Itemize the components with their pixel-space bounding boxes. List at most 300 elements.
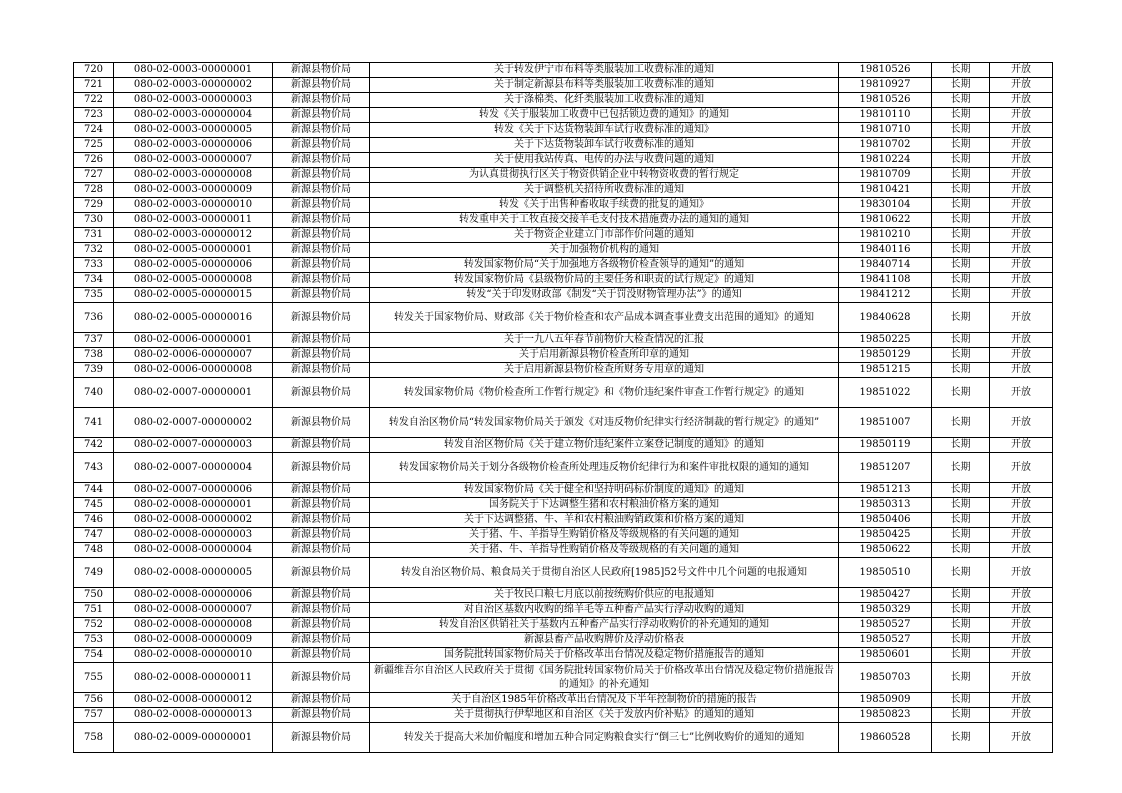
retention-term-cell: 长期 [932,78,990,93]
access-status-cell: 开放 [990,453,1053,483]
document-date-cell: 19850510 [839,558,932,588]
document-title-cell: 转发自治区物价局“转发国家物价局关于颁发《对违反物价纪律实行经济制裁的暂行规定》的通知” [370,408,839,438]
retention-term-cell: 长期 [932,168,990,183]
archive-code-cell: 080-02-0003-00000002 [114,78,273,93]
document-title-cell: 关于启用新源县物价检查所财务专用章的通知 [370,363,839,378]
organization-cell: 新源县物价局 [273,258,370,273]
access-status-cell: 开放 [990,153,1053,168]
table-row [74,558,1053,588]
retention-term-cell: 长期 [932,63,990,78]
retention-term-cell: 长期 [932,93,990,108]
retention-term-cell: 长期 [932,723,990,753]
document-date-cell: 19850622 [839,543,932,558]
table-row [74,603,1053,618]
access-status-cell: 开放 [990,633,1053,648]
retention-term-cell: 长期 [932,258,990,273]
document-title-cell: 为认真贯彻执行区关于物资供销企业中转物资收费的暂行规定 [370,168,839,183]
archive-code-cell: 080-02-0003-00000011 [114,213,273,228]
document-title-cell: 关于调整机关招待所收费标准的通知 [370,183,839,198]
archive-code-cell: 080-02-0003-00000005 [114,123,273,138]
document-date-cell: 19810709 [839,168,932,183]
row-number-cell: 738 [74,348,114,363]
table-row [74,453,1053,483]
table-row [74,513,1053,528]
retention-term-cell: 长期 [932,108,990,123]
access-status-cell: 开放 [990,543,1053,558]
row-number-cell: 755 [74,663,114,693]
retention-term-cell: 长期 [932,288,990,303]
organization-cell: 新源县物价局 [273,723,370,753]
access-status-cell: 开放 [990,588,1053,603]
row-number-cell: 725 [74,138,114,153]
organization-cell: 新源县物价局 [273,63,370,78]
archive-code-cell: 080-02-0008-00000007 [114,603,273,618]
document-title-cell: 关于转发伊宁市布料等类服装加工收费标准的通知 [370,63,839,78]
organization-cell: 新源县物价局 [273,243,370,258]
table-row [74,213,1053,228]
archive-code-cell: 080-02-0008-00000003 [114,528,273,543]
organization-cell: 新源县物价局 [273,618,370,633]
organization-cell: 新源县物价局 [273,438,370,453]
archive-code-cell: 080-02-0007-00000001 [114,378,273,408]
access-status-cell: 开放 [990,93,1053,108]
retention-term-cell: 长期 [932,708,990,723]
archive-code-cell: 080-02-0008-00000011 [114,663,273,693]
organization-cell: 新源县物价局 [273,408,370,438]
document-title-cell: 转发《关于下达货物装卸车试行收费标准的通知》 [370,123,839,138]
table-row [74,78,1053,93]
organization-cell: 新源县物价局 [273,348,370,363]
table-row [74,378,1053,408]
archive-code-cell: 080-02-0005-00000016 [114,303,273,333]
retention-term-cell: 长期 [932,138,990,153]
document-title-cell: 转发国家物价局《物价检查所工作暂行规定》和《物价违纪案件审查工作暂行规定》的通知 [370,378,839,408]
table-row [74,198,1053,213]
retention-term-cell: 长期 [932,378,990,408]
organization-cell: 新源县物价局 [273,333,370,348]
archive-code-cell: 080-02-0003-00000003 [114,93,273,108]
archive-code-cell: 080-02-0006-00000008 [114,363,273,378]
document-title-cell: 转发国家物价局《关于健全和坚持明码标价制度的通知》的通知 [370,483,839,498]
table-row [74,708,1053,723]
row-number-cell: 745 [74,498,114,513]
retention-term-cell: 长期 [932,243,990,258]
archive-code-cell: 080-02-0006-00000001 [114,333,273,348]
table-row [74,723,1053,753]
table-row [74,648,1053,663]
organization-cell: 新源县物价局 [273,588,370,603]
access-status-cell: 开放 [990,648,1053,663]
table-row [74,153,1053,168]
row-number-cell: 744 [74,483,114,498]
archive-code-cell: 080-02-0006-00000007 [114,348,273,363]
organization-cell: 新源县物价局 [273,708,370,723]
retention-term-cell: 长期 [932,183,990,198]
access-status-cell: 开放 [990,378,1053,408]
row-number-cell: 747 [74,528,114,543]
retention-term-cell: 长期 [932,663,990,693]
table-row [74,273,1053,288]
table-row [74,138,1053,153]
archive-code-cell: 080-02-0003-00000004 [114,108,273,123]
row-number-cell: 734 [74,273,114,288]
retention-term-cell: 长期 [932,483,990,498]
document-title-cell: 新源县畜产品收购牌价及浮动价格表 [370,633,839,648]
document-date-cell: 19841108 [839,273,932,288]
archive-code-cell: 080-02-0003-00000010 [114,198,273,213]
access-status-cell: 开放 [990,528,1053,543]
document-title-cell: 关于牧民口粮七月底以前按统购价供应的电报通知 [370,588,839,603]
retention-term-cell: 长期 [932,333,990,348]
organization-cell: 新源县物价局 [273,183,370,198]
archive-code-cell: 080-02-0003-00000006 [114,138,273,153]
document-date-cell: 19810702 [839,138,932,153]
document-date-cell: 19810622 [839,213,932,228]
access-status-cell: 开放 [990,213,1053,228]
access-status-cell: 开放 [990,498,1053,513]
access-status-cell: 开放 [990,663,1053,693]
document-title-cell: 转发国家物价局“关于加强地方各级物价检查领导的通知”的通知 [370,258,839,273]
document-title-cell: 转发《关于出售种畜收取手续费的批复的通知》 [370,198,839,213]
row-number-cell: 746 [74,513,114,528]
table-row [74,693,1053,708]
document-date-cell: 19810421 [839,183,932,198]
organization-cell: 新源县物价局 [273,633,370,648]
table-row [74,123,1053,138]
row-number-cell: 730 [74,213,114,228]
row-number-cell: 751 [74,603,114,618]
document-date-cell: 19810224 [839,153,932,168]
table-row [74,303,1053,333]
table-row [74,63,1053,78]
document-title-cell: 关于启用新源县物价检查所印章的通知 [370,348,839,363]
row-number-cell: 723 [74,108,114,123]
row-number-cell: 727 [74,168,114,183]
document-date-cell: 19851022 [839,378,932,408]
row-number-cell: 731 [74,228,114,243]
archive-code-cell: 080-02-0008-00000004 [114,543,273,558]
organization-cell: 新源县物价局 [273,78,370,93]
table-body [74,63,1053,753]
archive-code-cell: 080-02-0003-00000012 [114,228,273,243]
document-date-cell: 19810710 [839,123,932,138]
archive-code-cell: 080-02-0007-00000002 [114,408,273,438]
document-date-cell: 19850406 [839,513,932,528]
row-number-cell: 741 [74,408,114,438]
document-date-cell: 19860528 [839,723,932,753]
document-title-cell: 关于猪、牛、羊指导性购销价格及等级规格的有关问题的通知 [370,543,839,558]
retention-term-cell: 长期 [932,558,990,588]
row-number-cell: 749 [74,558,114,588]
table-row [74,168,1053,183]
row-number-cell: 752 [74,618,114,633]
access-status-cell: 开放 [990,708,1053,723]
organization-cell: 新源县物价局 [273,138,370,153]
table-row [74,183,1053,198]
document-title-cell: 转发关于国家物价局、财政部《关于物价检查和农产品成本调查事业费支出范围的通知》的通知 [370,303,839,333]
access-status-cell: 开放 [990,273,1053,288]
document-title-cell: 转发关于提高大米加价幅度和增加五种合同定购粮食实行“倒三七”比例收购价的通知的通知 [370,723,839,753]
archive-code-cell: 080-02-0007-00000004 [114,453,273,483]
organization-cell: 新源县物价局 [273,603,370,618]
row-number-cell: 732 [74,243,114,258]
document-title-cell: 关于下达货物装卸车试行收费标准的通知 [370,138,839,153]
document-date-cell: 19810526 [839,93,932,108]
document-title-cell: 关于使用我站传真、电传的办法与收费问题的通知 [370,153,839,168]
document-date-cell: 19850703 [839,663,932,693]
organization-cell: 新源县物价局 [273,648,370,663]
archive-code-cell: 080-02-0008-00000006 [114,588,273,603]
access-status-cell: 开放 [990,693,1053,708]
access-status-cell: 开放 [990,243,1053,258]
access-status-cell: 开放 [990,618,1053,633]
archive-code-cell: 080-02-0008-00000012 [114,693,273,708]
retention-term-cell: 长期 [932,528,990,543]
retention-term-cell: 长期 [932,498,990,513]
table-row [74,228,1053,243]
organization-cell: 新源县物价局 [273,693,370,708]
organization-cell: 新源县物价局 [273,273,370,288]
table-row [74,243,1053,258]
row-number-cell: 740 [74,378,114,408]
organization-cell: 新源县物价局 [273,483,370,498]
document-title-cell: 关于下达调整猪、牛、羊和农村粮油购销政策和价格方案的通知 [370,513,839,528]
access-status-cell: 开放 [990,198,1053,213]
table-row [74,588,1053,603]
table-row [74,288,1053,303]
table-row [74,258,1053,273]
access-status-cell: 开放 [990,63,1053,78]
retention-term-cell: 长期 [932,363,990,378]
row-number-cell: 728 [74,183,114,198]
table-row [74,363,1053,378]
organization-cell: 新源县物价局 [273,168,370,183]
retention-term-cell: 长期 [932,123,990,138]
archive-code-cell: 080-02-0005-00000008 [114,273,273,288]
access-status-cell: 开放 [990,228,1053,243]
row-number-cell: 733 [74,258,114,273]
retention-term-cell: 长期 [932,153,990,168]
table-row [74,633,1053,648]
row-number-cell: 756 [74,693,114,708]
access-status-cell: 开放 [990,603,1053,618]
access-status-cell: 开放 [990,363,1053,378]
row-number-cell: 742 [74,438,114,453]
row-number-cell: 753 [74,633,114,648]
retention-term-cell: 长期 [932,633,990,648]
document-date-cell: 19851007 [839,408,932,438]
table-row [74,438,1053,453]
table-row [74,408,1053,438]
access-status-cell: 开放 [990,408,1053,438]
retention-term-cell: 长期 [932,438,990,453]
access-status-cell: 开放 [990,138,1053,153]
access-status-cell: 开放 [990,513,1053,528]
document-title-cell: 转发自治区物价局、粮食局关于贯彻自治区人民政府[1985]52号文件中几个问题的电报通知 [370,558,839,588]
organization-cell: 新源县物价局 [273,228,370,243]
document-date-cell: 19810210 [839,228,932,243]
organization-cell: 新源县物价局 [273,153,370,168]
document-title-cell: 转发国家物价局《县级物价局的主要任务和职责的试行规定》的通知 [370,273,839,288]
organization-cell: 新源县物价局 [273,513,370,528]
organization-cell: 新源县物价局 [273,663,370,693]
document-title-cell: 新疆维吾尔自治区人民政府关于贯彻《国务院批转国家物价局关于价格改革出台情况及稳定物价措施报告的通知》的补充通知 [370,663,839,693]
document-title-cell: 国务院批转国家物价局关于价格改革出台情况及稳定物价措施报告的通知 [370,648,839,663]
row-number-cell: 722 [74,93,114,108]
table-row [74,108,1053,123]
document-date-cell: 19850909 [839,693,932,708]
retention-term-cell: 长期 [932,408,990,438]
organization-cell: 新源县物价局 [273,288,370,303]
row-number-cell: 736 [74,303,114,333]
access-status-cell: 开放 [990,333,1053,348]
document-date-cell: 19851215 [839,363,932,378]
retention-term-cell: 长期 [932,273,990,288]
retention-term-cell: 长期 [932,228,990,243]
document-date-cell: 19851213 [839,483,932,498]
document-date-cell: 19850129 [839,348,932,363]
archive-code-cell: 080-02-0003-00000001 [114,63,273,78]
table-row [74,93,1053,108]
table-row [74,528,1053,543]
document-title-cell: 关于物资企业建立门市部作价问题的通知 [370,228,839,243]
document-title-cell: 转发自治区供销社关于基数内五种畜产品实行浮动收购价的补充通知的通知 [370,618,839,633]
document-date-cell: 19840714 [839,258,932,273]
archive-code-cell: 080-02-0003-00000009 [114,183,273,198]
archive-code-cell: 080-02-0003-00000007 [114,153,273,168]
document-date-cell: 19850823 [839,708,932,723]
document-date-cell: 19810110 [839,108,932,123]
row-number-cell: 726 [74,153,114,168]
organization-cell: 新源县物价局 [273,528,370,543]
archive-code-cell: 080-02-0005-00000001 [114,243,273,258]
row-number-cell: 721 [74,78,114,93]
table-row [74,333,1053,348]
table-row [74,663,1053,693]
document-date-cell: 19810927 [839,78,932,93]
row-number-cell: 724 [74,123,114,138]
access-status-cell: 开放 [990,558,1053,588]
document-date-cell: 19850527 [839,618,932,633]
document-title-cell: 转发重申关于工牧直接交接羊毛支付技术措施费办法的通知的通知 [370,213,839,228]
document-date-cell: 19810526 [839,63,932,78]
organization-cell: 新源县物价局 [273,198,370,213]
document-date-cell: 19850601 [839,648,932,663]
row-number-cell: 720 [74,63,114,78]
row-number-cell: 757 [74,708,114,723]
document-title-cell: 对自治区基数内收购的绵羊毛等五种畜产品实行浮动收购的通知 [370,603,839,618]
archive-code-cell: 080-02-0007-00000006 [114,483,273,498]
organization-cell: 新源县物价局 [273,108,370,123]
archive-code-cell: 080-02-0005-00000015 [114,288,273,303]
document-title-cell: 关于制定新源县布料等类服装加工收费标准的通知 [370,78,839,93]
document-title-cell: 转发《关于服装加工收费中已包括锁边费的通知》的通知 [370,108,839,123]
archive-code-cell: 080-02-0007-00000003 [114,438,273,453]
access-status-cell: 开放 [990,303,1053,333]
table-row [74,483,1053,498]
table-row [74,348,1053,363]
archive-code-cell: 080-02-0008-00000002 [114,513,273,528]
organization-cell: 新源县物价局 [273,363,370,378]
archive-code-cell: 080-02-0008-00000013 [114,708,273,723]
organization-cell: 新源县物价局 [273,93,370,108]
archive-code-cell: 080-02-0005-00000006 [114,258,273,273]
organization-cell: 新源县物价局 [273,213,370,228]
row-number-cell: 754 [74,648,114,663]
document-title-cell: 关于贯彻执行伊犁地区和自治区《关于发放内价补贴》的通知的通知 [370,708,839,723]
access-status-cell: 开放 [990,183,1053,198]
document-date-cell: 19840628 [839,303,932,333]
organization-cell: 新源县物价局 [273,303,370,333]
organization-cell: 新源县物价局 [273,543,370,558]
row-number-cell: 729 [74,198,114,213]
retention-term-cell: 长期 [932,588,990,603]
retention-term-cell: 长期 [932,693,990,708]
retention-term-cell: 长期 [932,648,990,663]
row-number-cell: 735 [74,288,114,303]
organization-cell: 新源县物价局 [273,378,370,408]
row-number-cell: 748 [74,543,114,558]
archive-code-cell: 080-02-0008-00000008 [114,618,273,633]
access-status-cell: 开放 [990,123,1053,138]
document-date-cell: 19850527 [839,633,932,648]
document-title-cell: 转发自治区物价局《关于建立物价违纪案件立案登记制度的通知》的通知 [370,438,839,453]
access-status-cell: 开放 [990,723,1053,753]
table-row [74,543,1053,558]
retention-term-cell: 长期 [932,453,990,483]
archive-code-cell: 080-02-0008-00000001 [114,498,273,513]
organization-cell: 新源县物价局 [273,498,370,513]
archive-code-cell: 080-02-0008-00000010 [114,648,273,663]
row-number-cell: 739 [74,363,114,378]
organization-cell: 新源县物价局 [273,558,370,588]
document-title-cell: 国务院关于下达调整生猪和农村粮油价格方案的通知 [370,498,839,513]
document-date-cell: 19850225 [839,333,932,348]
row-number-cell: 743 [74,453,114,483]
document-title-cell: 关于加强物价机构的通知 [370,243,839,258]
access-status-cell: 开放 [990,78,1053,93]
document-date-cell: 19850427 [839,588,932,603]
document-date-cell: 19850313 [839,498,932,513]
document-title-cell: 关于猪、牛、羊指导生购销价格及等级规格的有关问题的通知 [370,528,839,543]
table-row [74,498,1053,513]
organization-cell: 新源县物价局 [273,453,370,483]
document-date-cell: 19830104 [839,198,932,213]
archive-code-cell: 080-02-0008-00000009 [114,633,273,648]
retention-term-cell: 长期 [932,303,990,333]
row-number-cell: 737 [74,333,114,348]
document-title-cell: 转发“关于印发财政部《制发“关于罚没财物管理办法”》的通知 [370,288,839,303]
retention-term-cell: 长期 [932,513,990,528]
document-date-cell: 19850425 [839,528,932,543]
retention-term-cell: 长期 [932,603,990,618]
archive-code-cell: 080-02-0008-00000005 [114,558,273,588]
document-title-cell: 关于涤棉类、化纤类服装加工收费标准的通知 [370,93,839,108]
retention-term-cell: 长期 [932,213,990,228]
organization-cell: 新源县物价局 [273,123,370,138]
row-number-cell: 758 [74,723,114,753]
access-status-cell: 开放 [990,288,1053,303]
access-status-cell: 开放 [990,168,1053,183]
archive-code-cell: 080-02-0009-00000001 [114,723,273,753]
retention-term-cell: 长期 [932,348,990,363]
document-title-cell: 关于一九八五年春节前物价大检查情况的汇报 [370,333,839,348]
archive-catalog-table [73,62,1053,753]
access-status-cell: 开放 [990,483,1053,498]
document-date-cell: 19840116 [839,243,932,258]
document-date-cell: 19851207 [839,453,932,483]
retention-term-cell: 长期 [932,618,990,633]
